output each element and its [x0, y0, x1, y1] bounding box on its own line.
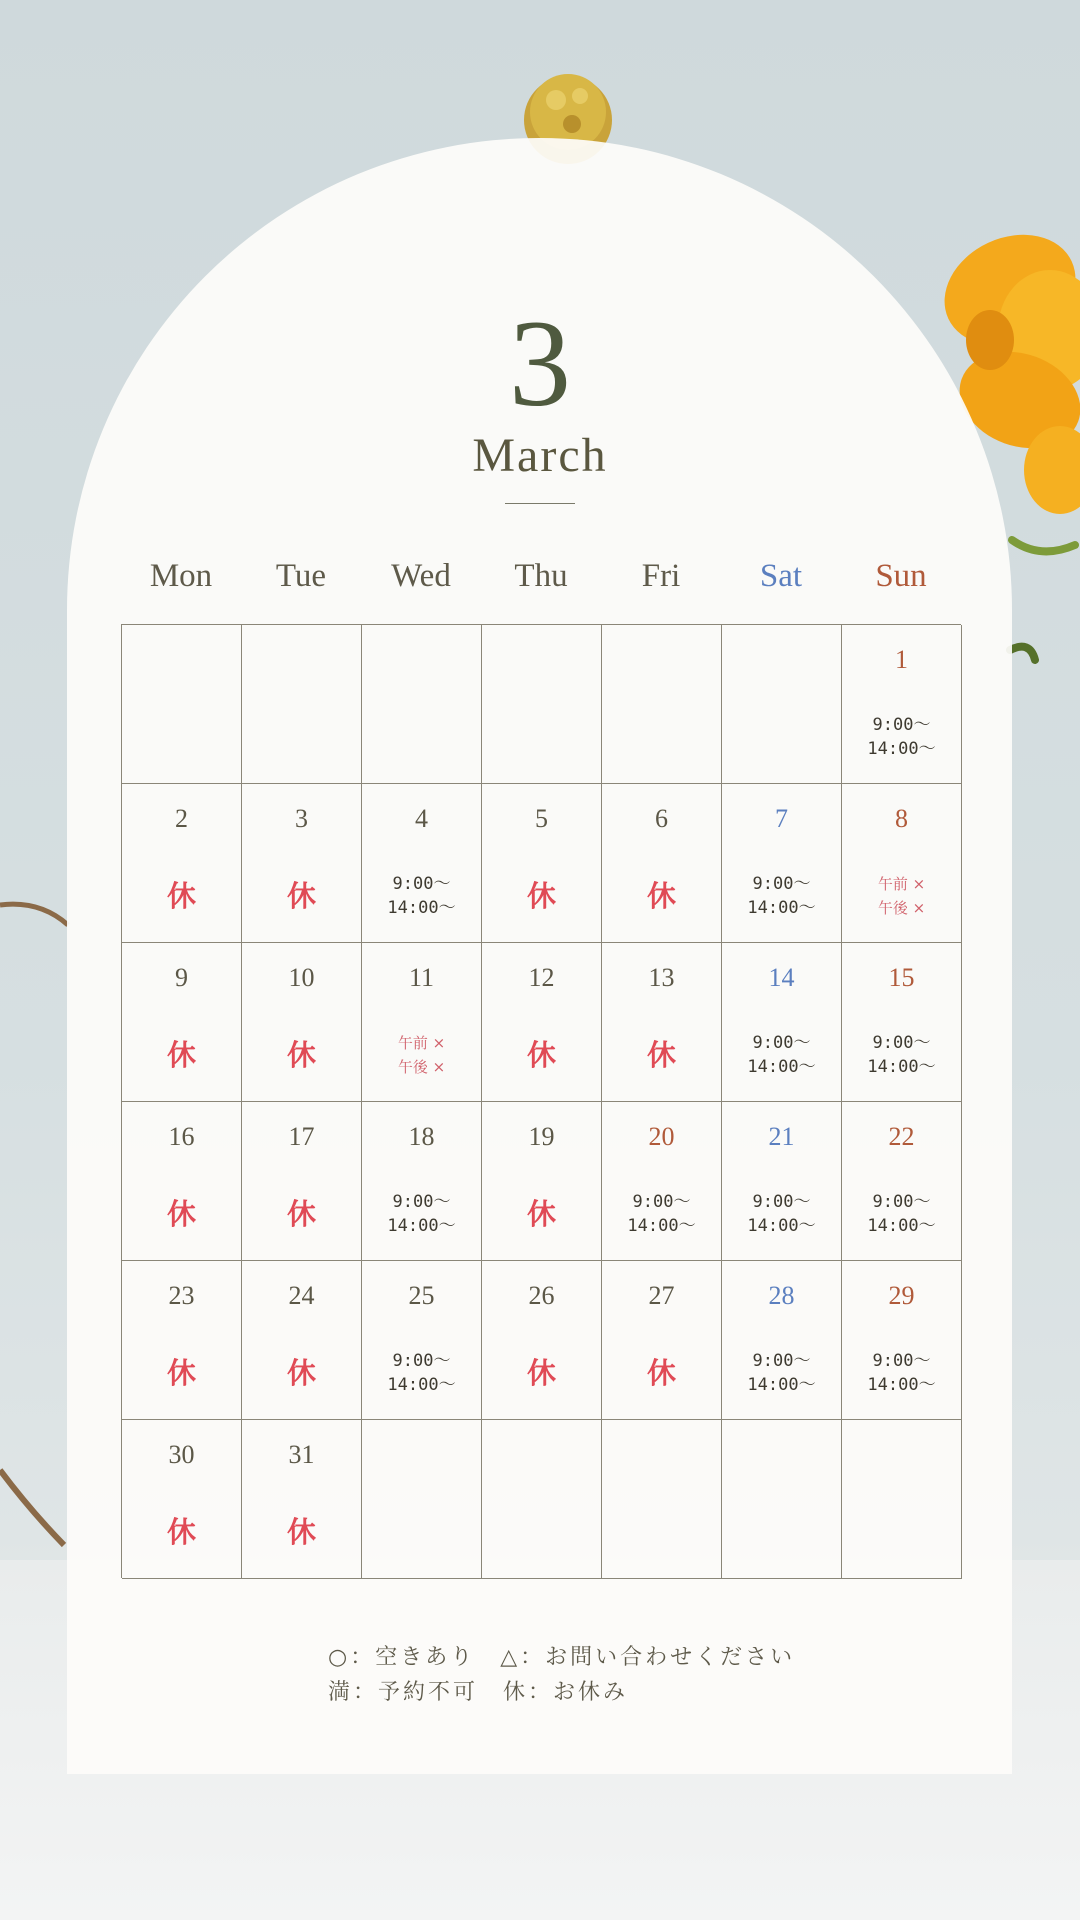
time-line-1: 9:00〜 [632, 1192, 691, 1212]
day-number: 11 [408, 963, 435, 992]
legend [328, 1640, 868, 1710]
day-number: 25 [408, 1281, 435, 1310]
weekday-thu: Thu [514, 558, 568, 594]
time-line-2: 14:00〜 [867, 739, 936, 759]
time-line-2: 14:00〜 [747, 1375, 816, 1395]
time-line-1: 9:00〜 [752, 1033, 811, 1053]
day-number: 31 [288, 1440, 315, 1469]
time-line-2: 14:00〜 [627, 1216, 696, 1236]
closed-mark: 休 [646, 879, 676, 913]
time-line-1: 9:00〜 [872, 1351, 931, 1371]
calendar-day-cell[interactable] [242, 784, 362, 943]
weekday-mon: Mon [149, 558, 213, 594]
day-number: 2 [175, 804, 188, 833]
time-line-1: 午前 × [397, 1034, 446, 1052]
day-number: 10 [288, 963, 315, 992]
day-number: 3 [295, 804, 308, 833]
calendar-day-cell[interactable] [722, 784, 842, 943]
calendar-day-cell[interactable] [362, 943, 482, 1102]
day-number: 20 [648, 1122, 675, 1151]
empty-day-cell [482, 625, 602, 784]
calendar-day-cell[interactable] [122, 943, 242, 1102]
calendar-day-cell[interactable] [482, 784, 602, 943]
day-number: 22 [888, 1122, 915, 1151]
day-number: 28 [768, 1281, 795, 1310]
day-number: 16 [168, 1122, 195, 1151]
calendar-day-cell[interactable] [362, 1102, 482, 1261]
closed-mark: 休 [286, 879, 316, 913]
closed-mark: 休 [286, 1515, 316, 1549]
empty-day-cell [602, 1420, 722, 1579]
empty-day-cell [722, 625, 842, 784]
weekday-wed: Wed [391, 558, 451, 594]
time-line-1: 午前 × [877, 875, 926, 893]
day-number: 9 [175, 963, 188, 992]
leaf-stem-icon [1010, 540, 1075, 660]
calendar-day-cell[interactable] [242, 943, 362, 1102]
day-number: 6 [655, 804, 668, 833]
calendar-day-cell[interactable] [842, 943, 962, 1102]
available-times [602, 1190, 721, 1238]
calendar-grid [121, 624, 961, 1578]
closed-mark: 休 [166, 1038, 196, 1072]
unavailable-times [842, 872, 961, 920]
weekday-sun: Sun [875, 558, 927, 594]
time-line-2: 午後 × [877, 899, 926, 917]
available-times [842, 1031, 961, 1079]
time-line-1: 9:00〜 [752, 1192, 811, 1212]
calendar-day-cell[interactable] [842, 1102, 962, 1261]
calendar-day-cell[interactable] [602, 1102, 722, 1261]
day-number: 29 [888, 1281, 915, 1310]
available-times [722, 1349, 841, 1397]
day-number: 13 [648, 963, 675, 992]
time-line-1: 9:00〜 [872, 715, 931, 735]
calendar-day-cell[interactable] [362, 784, 482, 943]
available-times [362, 872, 481, 920]
closed-mark: 休 [286, 1038, 316, 1072]
closed-mark: 休 [286, 1356, 316, 1390]
closed-mark: 休 [166, 1356, 196, 1390]
time-line-2: 14:00〜 [747, 1057, 816, 1077]
day-number: 12 [528, 963, 555, 992]
empty-day-cell [362, 1420, 482, 1579]
day-number: 23 [168, 1281, 195, 1310]
calendar-day-cell[interactable] [122, 784, 242, 943]
available-times [842, 1190, 961, 1238]
month-number: 3 [509, 295, 571, 432]
empty-day-cell [722, 1420, 842, 1579]
closed-mark: 休 [526, 1038, 556, 1072]
day-number: 7 [775, 804, 788, 833]
calendar-day-cell[interactable] [122, 1261, 242, 1420]
calendar-day-cell[interactable] [242, 1420, 362, 1579]
empty-day-cell [242, 625, 362, 784]
day-number: 24 [288, 1281, 315, 1310]
available-times [722, 872, 841, 920]
calendar-day-cell[interactable] [482, 943, 602, 1102]
time-line-2: 14:00〜 [747, 898, 816, 918]
time-line-2: 午後 × [397, 1058, 446, 1076]
time-line-2: 14:00〜 [387, 898, 456, 918]
month-name: March [472, 429, 608, 482]
day-number: 8 [895, 804, 908, 833]
day-number: 30 [168, 1440, 195, 1469]
day-number: 19 [528, 1122, 555, 1151]
calendar-day-cell[interactable] [122, 1102, 242, 1261]
time-line-2: 14:00〜 [867, 1216, 936, 1236]
empty-day-cell [602, 625, 722, 784]
calendar-day-cell[interactable] [482, 1261, 602, 1420]
available-times [842, 713, 961, 761]
calendar-day-cell[interactable] [602, 943, 722, 1102]
day-number: 5 [535, 804, 548, 833]
handle-top [0, 904, 68, 925]
closed-mark: 休 [526, 1356, 556, 1390]
calendar-day-cell[interactable] [722, 1261, 842, 1420]
available-times [362, 1349, 481, 1397]
calendar-day-cell[interactable] [602, 1261, 722, 1420]
day-number: 17 [288, 1122, 315, 1151]
legend-line-1: ○：空きあり △：お問い合わせください [328, 1645, 796, 1670]
day-number: 18 [408, 1122, 435, 1151]
time-line-2: 14:00〜 [867, 1375, 936, 1395]
closed-mark: 休 [526, 879, 556, 913]
calendar-day-cell[interactable] [722, 1102, 842, 1261]
calendar-day-cell[interactable] [842, 1261, 962, 1420]
calendar-day-cell[interactable] [842, 784, 962, 943]
available-times [842, 1349, 961, 1397]
time-line-1: 9:00〜 [392, 1192, 451, 1212]
title-divider [505, 503, 575, 504]
closed-mark: 休 [646, 1356, 676, 1390]
day-number: 4 [415, 804, 428, 833]
calendar-day-cell[interactable] [842, 625, 962, 784]
legend-line-2: 満：予約不可 休：お休み [328, 1680, 629, 1705]
calendar-day-cell[interactable] [602, 784, 722, 943]
available-times [722, 1190, 841, 1238]
unavailable-times [362, 1031, 481, 1079]
time-line-1: 9:00〜 [392, 874, 451, 894]
time-line-1: 9:00〜 [752, 874, 811, 894]
day-number: 26 [528, 1281, 555, 1310]
closed-mark: 休 [166, 1197, 196, 1231]
available-times [362, 1190, 481, 1238]
calendar-day-cell[interactable] [242, 1261, 362, 1420]
time-line-2: 14:00〜 [387, 1375, 456, 1395]
time-line-1: 9:00〜 [872, 1033, 931, 1053]
day-number: 27 [648, 1281, 675, 1310]
empty-day-cell [842, 1420, 962, 1579]
day-number: 15 [888, 963, 915, 992]
day-number: 14 [768, 963, 795, 992]
calendar-day-cell[interactable] [722, 943, 842, 1102]
time-line-2: 14:00〜 [387, 1216, 456, 1236]
available-times [722, 1031, 841, 1079]
day-number: 1 [895, 645, 908, 674]
empty-day-cell [122, 625, 242, 784]
handle-bottom [0, 1470, 64, 1545]
closed-mark: 休 [166, 879, 196, 913]
time-line-1: 9:00〜 [872, 1192, 931, 1212]
weekday-fri: Fri [641, 558, 681, 594]
calendar-day-cell[interactable] [122, 1420, 242, 1579]
time-line-2: 14:00〜 [867, 1057, 936, 1077]
weekday-tue: Tue [275, 558, 327, 594]
time-line-2: 14:00〜 [747, 1216, 816, 1236]
calendar-day-cell[interactable] [242, 1102, 362, 1261]
closed-mark: 休 [286, 1197, 316, 1231]
closed-mark: 休 [646, 1038, 676, 1072]
empty-day-cell [362, 625, 482, 784]
calendar-day-cell[interactable] [482, 1102, 602, 1261]
time-line-1: 9:00〜 [392, 1351, 451, 1371]
time-line-1: 9:00〜 [752, 1351, 811, 1371]
day-number: 21 [768, 1122, 795, 1151]
calendar-day-cell[interactable] [362, 1261, 482, 1420]
closed-mark: 休 [166, 1515, 196, 1549]
weekday-header [121, 558, 961, 608]
empty-day-cell [482, 1420, 602, 1579]
weekday-sat: Sat [759, 558, 803, 594]
closed-mark: 休 [526, 1197, 556, 1231]
